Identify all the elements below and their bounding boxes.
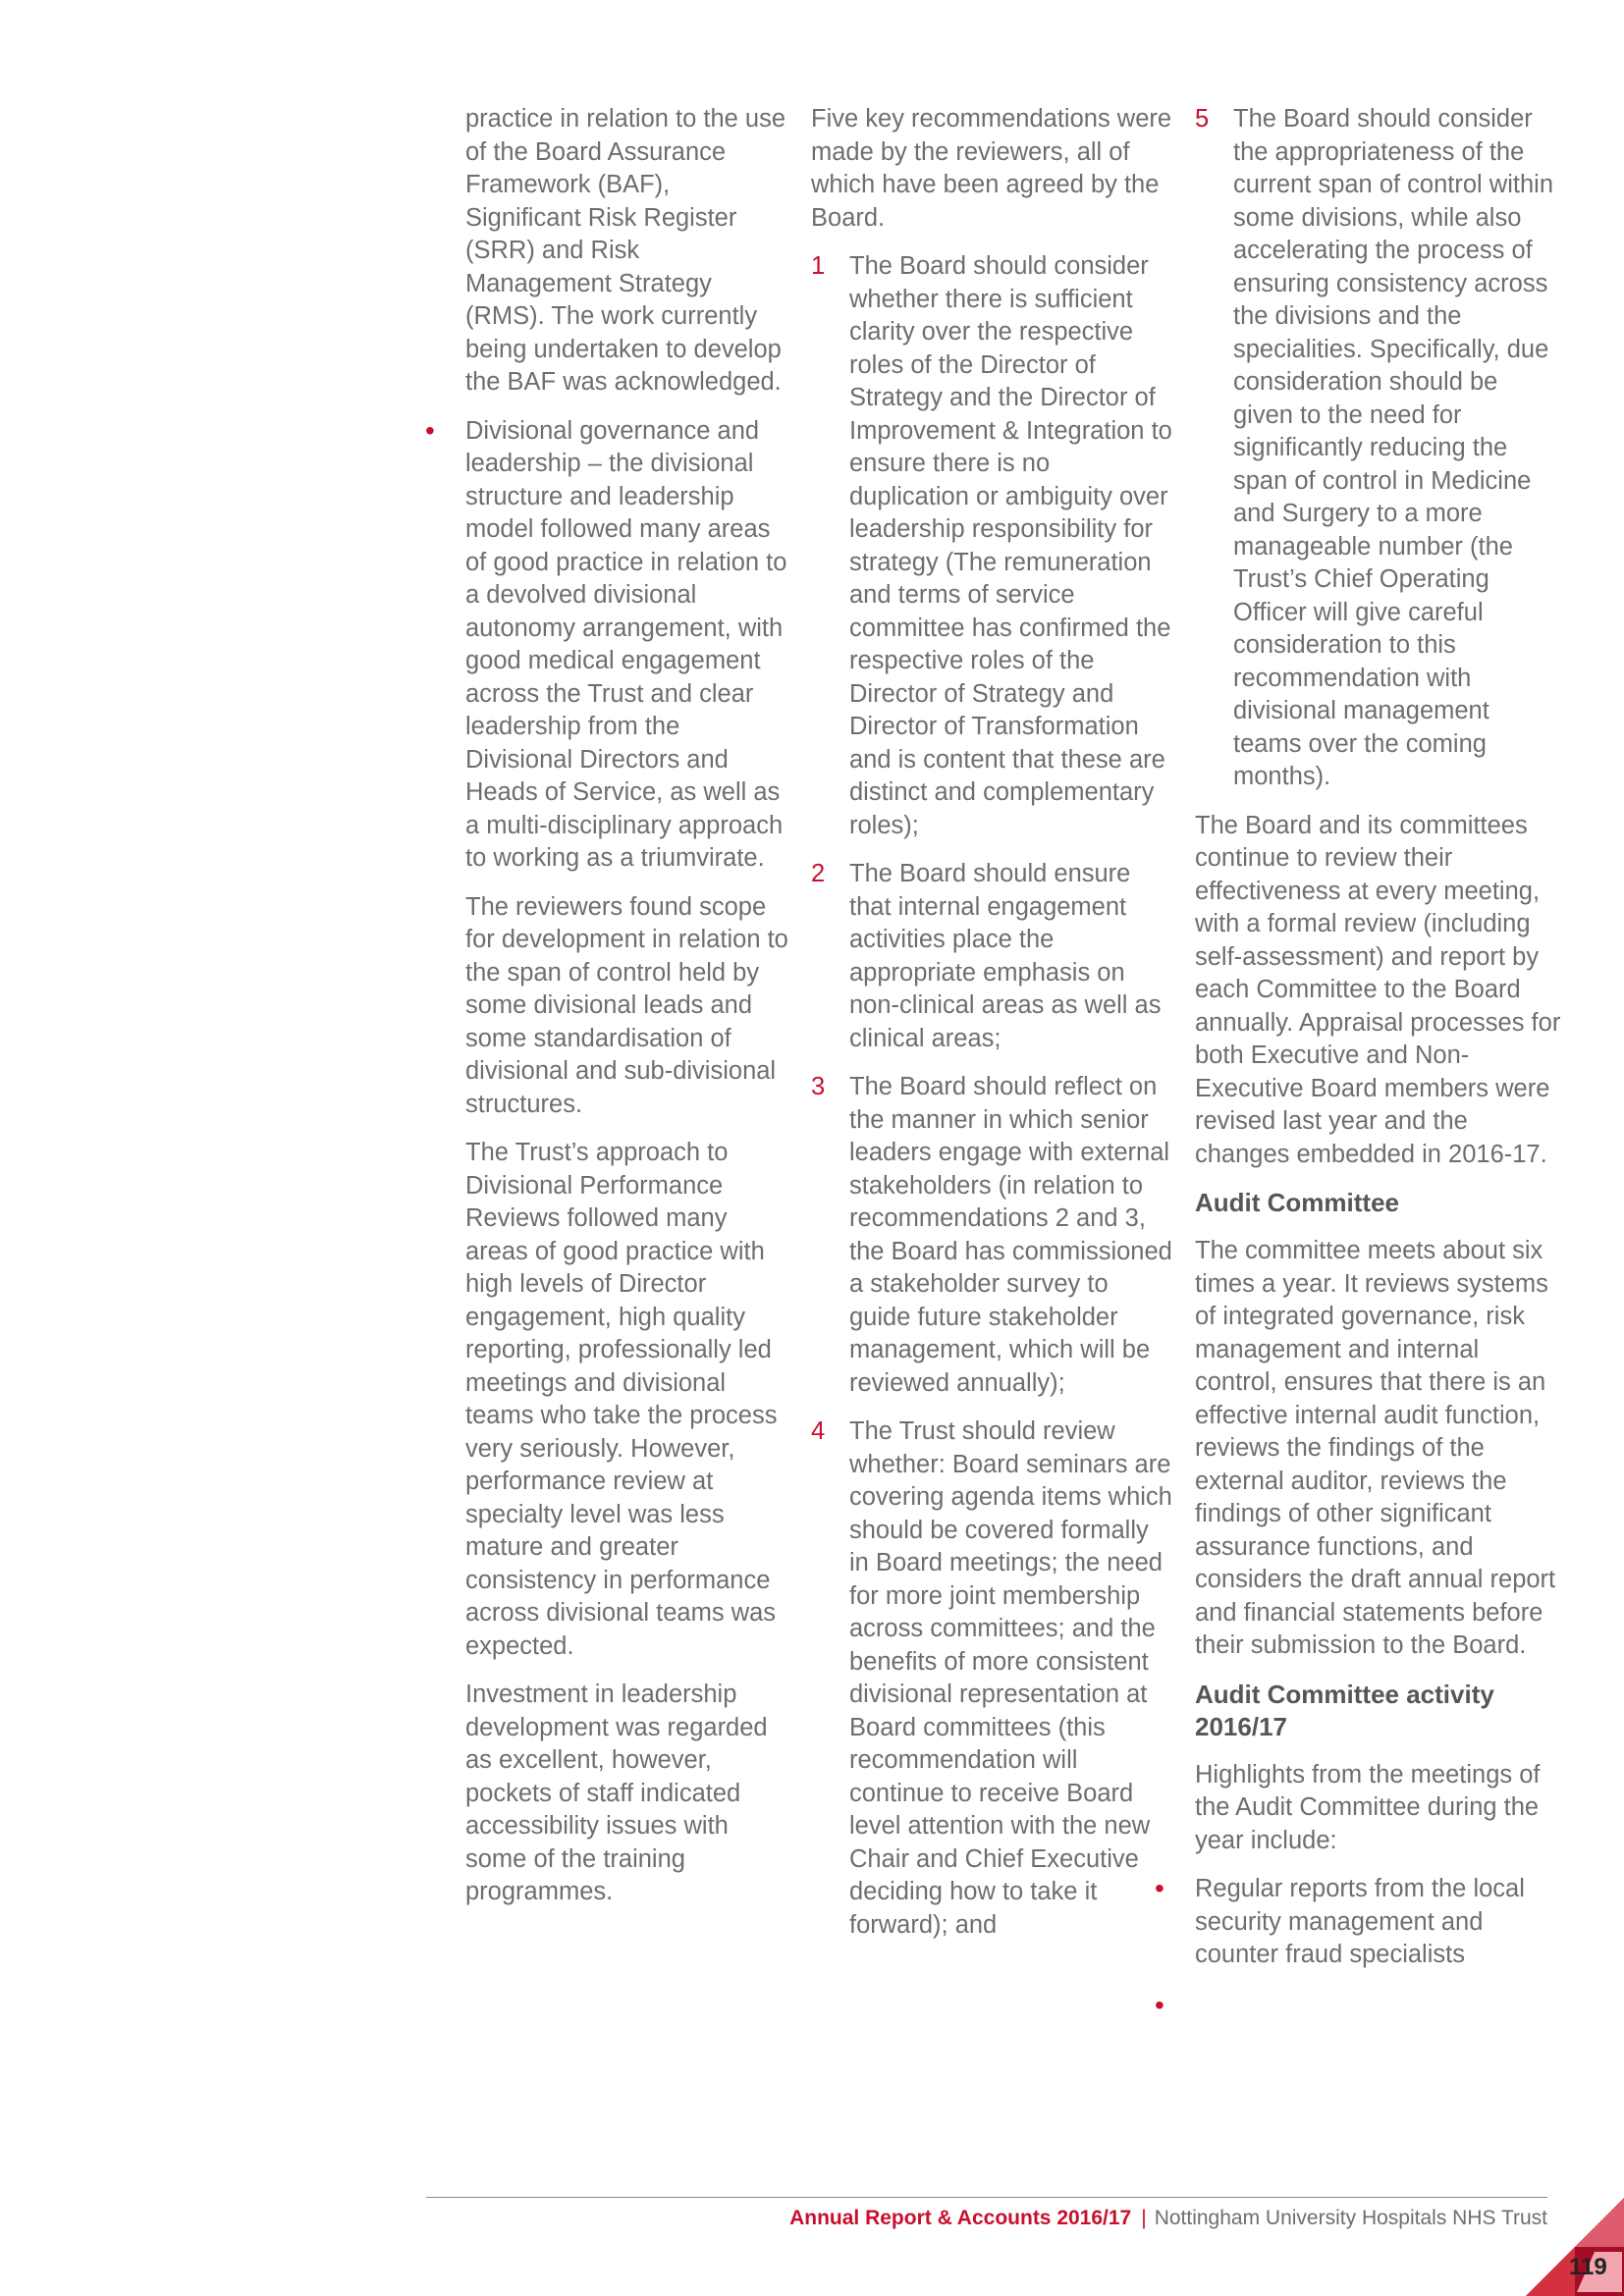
paragraph-continued: practice in relation to the use of the Board Assurance Framework (BAF), Significant Risk Register (SRR) and Risk Management Strategy (RMS). The work currently being undertaken to develop the BAF was acknowledged. <box>465 105 786 396</box>
recommendation-item <box>811 1415 1174 1942</box>
recommendation-item <box>811 1071 1174 1400</box>
recommendation-number: 5 <box>1195 105 1210 133</box>
section-heading: Audit Committee <box>1195 1188 1399 1217</box>
footer-divider <box>426 2197 1547 2198</box>
report-title: Annual Report & Accounts 2016/17 <box>789 2207 1132 2229</box>
recommendation-item <box>1195 103 1563 794</box>
corner-triangle-graphic <box>1526 2198 1624 2296</box>
footer <box>789 2204 1547 2233</box>
corner-facet <box>1526 2247 1575 2296</box>
paragraph: The Trust’s approach to Divisional Performance Reviews followed many areas of good practice with high levels of Director engagement, high quality reporting, professionally led meetings and divisional teams who take the process very seriously. However, performance review at specialty level was less mature and greater consistency in performance across divisional teams was expected. <box>465 1139 778 1660</box>
column-1 <box>425 103 789 1925</box>
recommendation-number: 1 <box>811 252 826 280</box>
bullet-icon: • <box>1155 1873 1164 1903</box>
paragraph: The committee meets about six times a year. It reviews systems of integrated governance, risk management and internal control, ensures that there is an effective internal audit function, reviews the findings of the external auditor, reviews the findings of other significant assurance functions, and considers the draft annual report and financial statements before their submission to the Board. <box>1195 1237 1556 1659</box>
paragraph: The Board and its committees continue to review their effectiveness at every meeting, with a formal review (including self-assessment) and report by each Committee to the Board annually. Appraisal processes for both Executive and Non-Executive Board members were revised last year and the changes embedded in 2016-17. <box>1195 811 1561 1168</box>
recommendation-text: The Board should ensure that internal engagement activities place the appropriate emphasis on non-clinical areas as well as clinical areas; <box>849 860 1162 1052</box>
recommendation-text: The Board should consider whether there is sufficient clarity over the respective roles of the Director of Strategy and the Director of Improvement & Integration to ensure there is no duplication or ambiguity over leadership responsibility for strategy (The remuneration and terms of service committee has confirmed the respective roles of the Director of Strategy and Director of Transformation and is content that these are distinct and complementary roles); <box>849 252 1172 839</box>
bullet-text: Divisional governance and leadership – the divisional structure and leadership model followed many areas of good practice in relation to a devolved divisional autonomy arrangement, with good medical engagement across the Trust and clear leadership from the Divisional Directors and Heads of Service, as well as a multi-disciplinary approach to working as a triumvirate. <box>465 416 787 872</box>
recommendation-number: 4 <box>811 1417 826 1445</box>
corner-facet <box>1575 2198 1624 2247</box>
recommendation-text: The Trust should review whether: Board seminars are covering agenda items which should be covered formally in Board meetings; the need for more joint membership across committees; and the benefits of more consistent divisional representation at Board committees (this recommendation will continue to receive Board level attention with the new Chair and Chief Executive deciding how to take it forward); and <box>849 1417 1172 1939</box>
bullet-text: Regular reports from the local security management and counter fraud specialists <box>1195 1875 1525 1968</box>
paragraph: Highlights from the meetings of the Audit Committee during the year include: <box>1195 1760 1541 1854</box>
column-2 <box>811 103 1174 1957</box>
bullet-item <box>1155 1873 1563 1972</box>
bullet-icon: • <box>1155 1989 1164 2020</box>
recommendation-number: 2 <box>811 860 826 887</box>
recommendation-number: 3 <box>811 1073 826 1100</box>
recommendation-item <box>811 858 1174 1055</box>
section-heading: Audit Committee activity 2016/17 <box>1195 1679 1494 1741</box>
paragraph: Investment in leadership development was regarded as excellent, however, pockets of staff indicated accessibility issues with some of the training programmes. <box>465 1681 768 1905</box>
column-3 <box>1155 103 1563 2020</box>
bullet-item <box>425 414 789 876</box>
bullet-icon: • <box>425 414 435 446</box>
recommendation-text: The Board should consider the appropriateness of the current span of control within some divisions, while also accelerating the process of ensuring consistency across the divisions and the specialities. Specifically, due consideration should be given to the need for significantly reducing the span of control in Medicine and Surgery to a more manageable number (the Trust’s Chief Operating Officer will give careful consideration to this recommendation with divisional management teams over the coming months). <box>1233 105 1553 790</box>
recommendation-text: The Board should reflect on the manner in which senior leaders engage with external stakeholders (in relation to recommendations 2 and 3, the Board has commissioned a stakeholder survey to guide future stakeholder management, which will be reviewed annually); <box>849 1073 1172 1397</box>
paragraph: The reviewers found scope for development in relation to the span of control held by some divisional leads and some standardisation of divisional and sub-divisional structures. <box>465 892 788 1118</box>
page-number: 119 <box>1569 2254 1607 2280</box>
trust-name: Nottingham University Hospitals NHS Trust <box>1154 2207 1547 2229</box>
recommendation-item <box>811 250 1174 842</box>
paragraph-intro: Five key recommendations were made by the reviewers, all of which have been agreed by the Board. <box>811 105 1172 232</box>
footer-separator: | <box>1141 2207 1147 2229</box>
